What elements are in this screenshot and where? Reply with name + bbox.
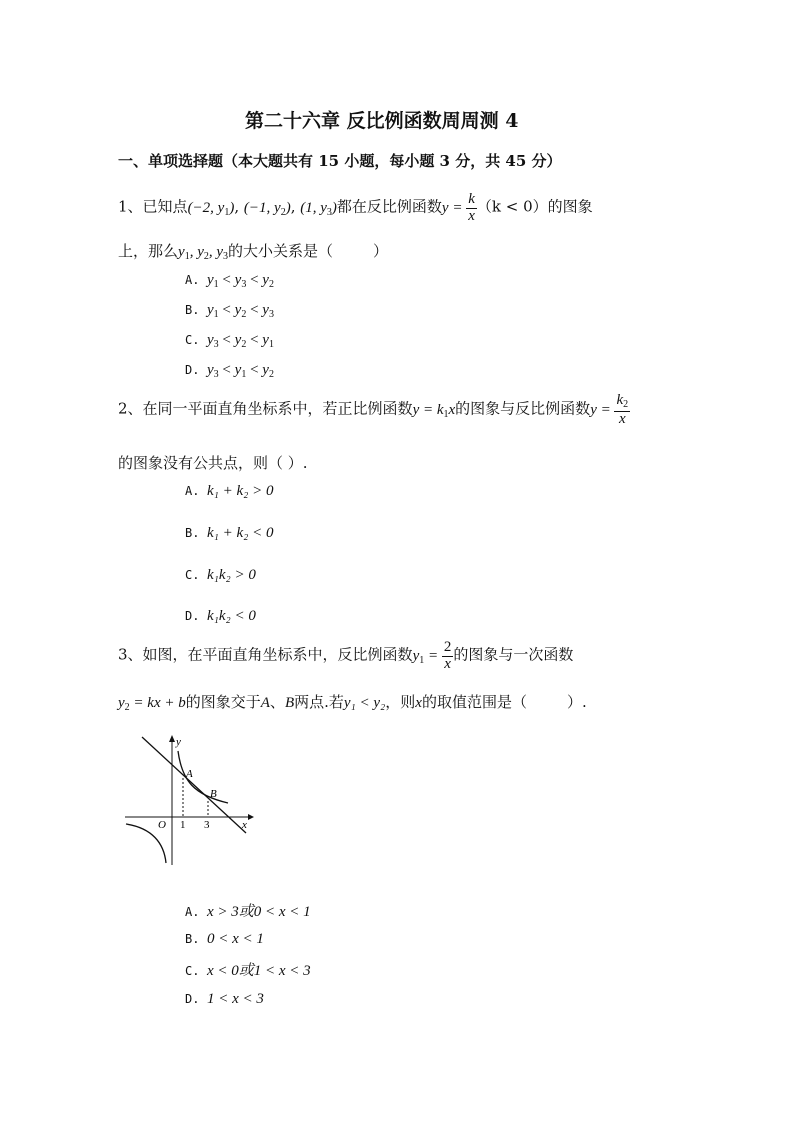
page-title: 第二十六章 反比例函数周周测 4 bbox=[245, 110, 519, 132]
q2-text: 的图象与反比例函数 bbox=[455, 399, 591, 418]
label-x: x bbox=[242, 819, 247, 831]
q3-text: 如图，在平面直角坐标系中，反比例函数 bbox=[142, 645, 413, 664]
question-1-line-2 bbox=[118, 240, 388, 262]
label-y: y bbox=[176, 736, 181, 748]
separator: , bbox=[234, 197, 240, 216]
inverse-formula: $y_1$ = $\frac{2}{x}$ bbox=[412, 639, 452, 672]
q2-option-a[interactable]: A. k₁ + k₂ > 0 bbox=[185, 483, 274, 499]
q1-condition: （k < 0）的图象 bbox=[476, 197, 593, 216]
q3-option-c[interactable]: C. x < 0或1 < x < 3 bbox=[185, 963, 311, 979]
q1-text: 都在反比例函数 bbox=[336, 197, 442, 216]
linear-formula: $y_2$ = kx + b bbox=[118, 695, 186, 713]
label-o: O bbox=[158, 819, 166, 831]
q1-option-a[interactable]: A. $y_1 < y_3 < y_2$ bbox=[185, 272, 274, 290]
q1-text: 已知点 bbox=[142, 197, 188, 216]
question-3-line-1 bbox=[118, 640, 573, 673]
q1-text: 的大小关系是（ bbox=[228, 242, 334, 260]
question-number: 2、 bbox=[118, 399, 143, 418]
q3-option-d[interactable]: D. 1 < x < 3 bbox=[185, 991, 264, 1007]
q1-text: 上，那么 bbox=[118, 242, 179, 260]
q2-option-d[interactable]: D. k₁k₂ < 0 bbox=[185, 608, 256, 624]
point-2: (−1, $y_2$) bbox=[243, 199, 291, 218]
q3-option-a[interactable]: A. x > 3或0 < x < 1 bbox=[185, 904, 311, 920]
question-number: 3、 bbox=[118, 645, 143, 664]
label-point-a: A bbox=[186, 768, 193, 780]
q2-text: 在同一平面直角坐标系中，若正比例函数 bbox=[142, 399, 413, 418]
y-axis-arrow bbox=[169, 735, 175, 742]
q1-option-d[interactable]: D. $y_3 < y_1 < y_2$ bbox=[185, 362, 274, 380]
question-3-line-2: $y_2$ = kx + b的图象交于A、B两点.若y₁ < y₂，则x的取值范围是（ ）. bbox=[118, 693, 587, 713]
q2-option-b[interactable]: B. k₁ + k₂ < 0 bbox=[185, 525, 274, 541]
question-2-line-1 bbox=[118, 393, 630, 427]
label-1: 1 bbox=[180, 819, 186, 831]
x-axis-arrow bbox=[248, 814, 254, 820]
inverse-formula: y = $\frac{k_2}{x}$ bbox=[590, 392, 629, 427]
q1-option-b[interactable]: B. $y_1 < y_2 < y_3$ bbox=[185, 302, 274, 320]
question-number: 1、 bbox=[118, 197, 143, 216]
question-1-line-1 bbox=[118, 192, 593, 225]
separator: , bbox=[290, 197, 296, 216]
point-1: (−2, $y_1$) bbox=[187, 199, 235, 218]
q1-option-c[interactable]: C. $y_3 < y_2 < y_1$ bbox=[185, 332, 274, 350]
question-2-line-2: 的图象没有公共点，则（ ）. bbox=[118, 454, 308, 472]
function-formula: y = $\frac{k}{x}$ bbox=[441, 191, 475, 224]
point-3: (1, $y_3$) bbox=[300, 199, 337, 218]
q1-text: ） bbox=[373, 242, 389, 260]
q3-option-b[interactable]: B. 0 < x < 1 bbox=[185, 931, 264, 947]
label-3: 3 bbox=[204, 819, 210, 831]
proportional-formula: $y = k_1x$ bbox=[412, 401, 456, 420]
q2-option-c[interactable]: C. k₁k₂ > 0 bbox=[185, 567, 256, 583]
q3-text: 的图象与一次函数 bbox=[453, 645, 574, 664]
section-heading: 一、单项选择题（本大题共有 15 小题，每小题 3 分，共 45 分） bbox=[118, 152, 562, 170]
label-point-b: B bbox=[210, 788, 217, 800]
q3-figure bbox=[120, 733, 260, 873]
variables: $y_1$, $y_2$, $y_3$ bbox=[178, 244, 229, 262]
